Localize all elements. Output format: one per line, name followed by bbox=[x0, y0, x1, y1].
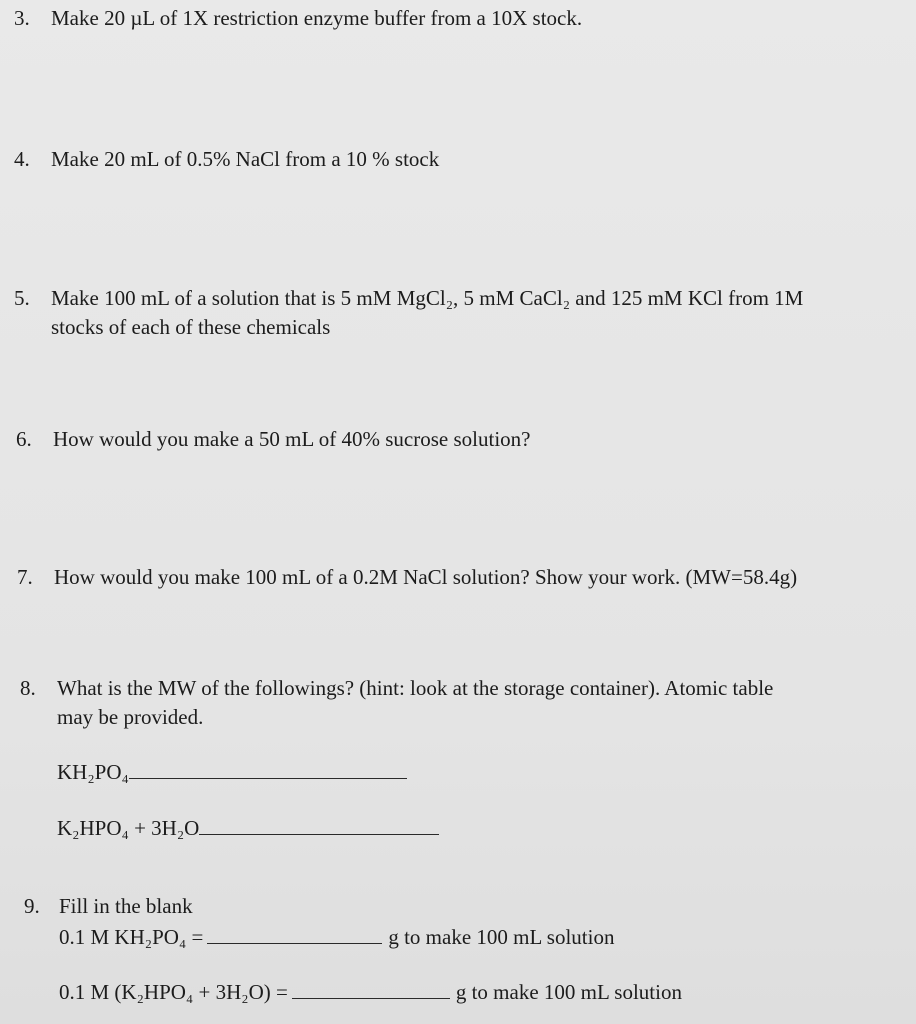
question-text: Fill in the blank bbox=[59, 894, 193, 918]
question-text-line-2: may be provided. bbox=[57, 705, 204, 729]
fill-row-suffix: g to make 100 mL solution bbox=[455, 980, 682, 1004]
question-number: 4. bbox=[14, 147, 30, 171]
fill-row-suffix: g to make 100 mL solution bbox=[388, 925, 615, 949]
question-number: 3. bbox=[14, 6, 30, 30]
question-number: 7. bbox=[17, 565, 33, 589]
question-text-line-1: Make 100 mL of a solution that is 5 mM MgCl₂, 5 mM CaCl₂ and 125 mM KCl from 1M bbox=[51, 286, 804, 310]
fill-row-kh2po4 bbox=[59, 923, 614, 952]
question-number: 5. bbox=[14, 286, 30, 310]
question-number: 8. bbox=[20, 676, 36, 700]
fill-row-label: 0.1 M KH₂PO₄ = bbox=[59, 925, 204, 949]
question-text: Make 20 mL of 0.5% NaCl from a 10 % stock bbox=[51, 147, 440, 171]
answer-blank[interactable] bbox=[292, 980, 450, 999]
answer-blank[interactable] bbox=[129, 760, 407, 779]
answer-blank[interactable] bbox=[199, 816, 439, 835]
question-text-line-1: What is the MW of the followings? (hint: look at the storage container). Atomic table bbox=[57, 676, 774, 700]
mw-item-kh2po4 bbox=[57, 758, 407, 787]
question-text-line-2: stocks of each of these chemicals bbox=[51, 315, 331, 339]
mw-item-label: K₂HPO₄ + 3H₂O bbox=[57, 816, 200, 840]
answer-blank[interactable] bbox=[207, 925, 382, 944]
mw-item-label: KH₂PO₄ bbox=[57, 760, 129, 784]
question-text: How would you make a 50 mL of 40% sucrose solution? bbox=[53, 427, 531, 451]
mw-item-k2hpo4-hydrate bbox=[57, 814, 439, 843]
question-number: 9. bbox=[24, 894, 40, 918]
question-text: How would you make 100 mL of a 0.2M NaCl solution? Show your work. (MW=58.4g) bbox=[54, 565, 798, 589]
fill-row-label: 0.1 M (K₂HPO₄ + 3H₂O) = bbox=[59, 980, 288, 1004]
fill-row-k2hpo4-hydrate bbox=[59, 978, 682, 1007]
question-text: Make 20 µL of 1X restriction enzyme buffer from a 10X stock. bbox=[51, 6, 583, 30]
question-number: 6. bbox=[16, 427, 32, 451]
